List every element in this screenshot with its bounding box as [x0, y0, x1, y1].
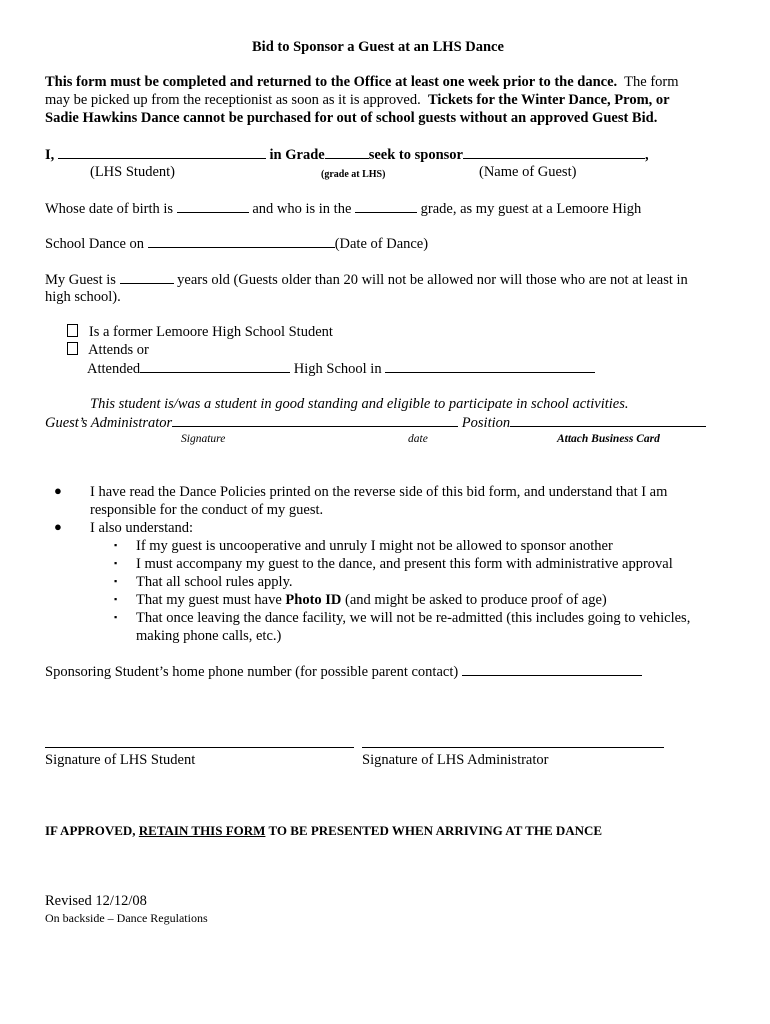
photo-id-emphasis: Photo ID	[285, 592, 342, 608]
guest-grade-field[interactable]	[355, 199, 417, 213]
grade-at-lhs-caption: (grade at LHS)	[321, 169, 386, 180]
date-of-dance-caption: (Date of Dance)	[334, 236, 429, 252]
attended-label: Attended	[87, 361, 141, 377]
approved-notice	[45, 822, 602, 840]
intro-bold-1: This form must be completed and returned to the Office at least one week prior to the dance.	[45, 74, 618, 90]
bullet-1-text-b: responsible for the conduct of my guest.	[90, 502, 324, 518]
school-dance-on-label: School Dance on	[45, 236, 145, 252]
attends-option	[67, 341, 149, 359]
high-school-in-label: High School in	[293, 361, 382, 377]
attach-business-card-caption: Attach Business Card	[557, 433, 660, 445]
sub-bullet-1-marker: ▪	[114, 540, 118, 550]
grade-guest-label: grade, as my guest at a Lemoore High	[420, 201, 642, 217]
phone-label: Sponsoring Student’s home phone number (for possible parent contact)	[45, 664, 459, 680]
administrator-signature-field[interactable]	[362, 747, 664, 748]
intro-line-1	[45, 73, 679, 91]
attends-label: Attends or	[88, 342, 149, 358]
intro-line-2	[45, 91, 670, 109]
sub-bullet-1-text: If my guest is uncooperative and unruly I might not be allowed to sponsor another	[136, 538, 613, 554]
sub-bullet-4-part-a: That my guest must have	[136, 592, 282, 608]
approved-notice-a: IF APPROVED,	[45, 823, 136, 838]
bullet-1-text-a: I have read the Dance Policies printed on the reverse side of this bid form, and understand that I am	[90, 484, 668, 500]
bullet-2-text: I also understand:	[90, 520, 194, 536]
guest-dob-field[interactable]	[177, 199, 249, 213]
attends-checkbox[interactable]	[67, 342, 78, 355]
student-signature-field[interactable]	[45, 747, 354, 748]
form-title: Bid to Sponsor a Guest at an LHS Dance	[252, 39, 504, 55]
guest-name-field[interactable]	[463, 145, 645, 159]
student-signature-label: Signature of LHS Student	[45, 752, 196, 768]
my-guest-is-label: My Guest is	[45, 272, 116, 288]
sub-bullet-2-text: I must accompany my guest to the dance, and present this form with administrative approval	[136, 556, 673, 572]
sub-bullet-3-text: That all school rules apply.	[136, 574, 293, 590]
guest-age-line	[45, 270, 688, 289]
lhs-student-caption: (LHS Student)	[90, 164, 175, 180]
sub-bullet-5-text-a: That once leaving the dance facility, we will not be re-admitted (this includes going to vehicles,	[136, 610, 691, 626]
attended-line	[87, 359, 595, 378]
name-of-guest-caption: (Name of Guest)	[479, 164, 577, 180]
age-rule-text-2: high school).	[45, 289, 121, 305]
sponsor-comma: ,	[644, 147, 649, 163]
sponsor-line	[45, 145, 649, 164]
in-the-label: and who is in the	[252, 201, 352, 217]
dob-label: Whose date of birth is	[45, 201, 174, 217]
signature-caption: Signature	[181, 433, 226, 445]
bullet-2-marker: ●	[54, 519, 62, 534]
guests-administrator-label: Guest’s Administrator	[45, 415, 173, 431]
in-grade-label: in Grade	[269, 147, 325, 163]
dob-line	[45, 199, 641, 218]
sub-bullet-5-marker: ▪	[114, 612, 118, 622]
seek-to-sponsor-label: seek to sponsor	[368, 147, 463, 163]
guest-age-field[interactable]	[120, 270, 174, 284]
intro-bold-2b: Sadie Hawkins Dance cannot be purchased for out of school guests without an approved Guest Bid.	[45, 110, 658, 126]
dance-date-field[interactable]	[148, 234, 335, 248]
dance-date-line	[45, 234, 428, 253]
sub-bullet-4-marker: ▪	[114, 594, 118, 604]
approved-notice-c: TO BE PRESENTED WHEN ARRIVING AT THE DANCE	[268, 823, 603, 838]
home-phone-field[interactable]	[462, 662, 642, 676]
sub-bullet-4-text	[136, 591, 607, 609]
school-location-field[interactable]	[385, 359, 595, 373]
intro-bold-2a: Tickets for the Winter Dance, Prom, or	[427, 92, 670, 108]
sponsor-i-label: I,	[45, 147, 55, 163]
age-rule-text: years old (Guests older than 20 will not be allowed nor will those who are not at least in	[177, 272, 688, 288]
revised-date: Revised 12/12/08	[45, 893, 147, 909]
intro-normal-1: The form	[624, 74, 679, 90]
attended-school-field[interactable]	[140, 359, 290, 373]
sub-bullet-4-part-c: (and might be asked to produce proof of age)	[345, 592, 607, 608]
position-label: Position	[461, 415, 511, 431]
lhs-student-name-field[interactable]	[58, 145, 266, 159]
sub-bullet-2-marker: ▪	[114, 558, 118, 568]
administrator-signature-label: Signature of LHS Administrator	[362, 752, 549, 768]
sub-bullet-5-text-b: making phone calls, etc.)	[136, 628, 282, 644]
intro-normal-2: may be picked up from the receptionist as soon as it is approved.	[45, 92, 421, 108]
admin-position-field[interactable]	[510, 413, 706, 427]
date-caption: date	[408, 433, 428, 445]
former-student-label: Is a former Lemoore High School Student	[88, 324, 333, 340]
former-student-checkbox[interactable]	[67, 324, 78, 337]
grade-field[interactable]	[325, 145, 369, 159]
admin-signature-field[interactable]	[172, 413, 458, 427]
phone-line	[45, 662, 642, 681]
good-standing-statement: This student is/was a student in good standing and eligible to participate in school activities.	[90, 396, 629, 412]
bullet-1-marker: ●	[54, 483, 62, 498]
backside-note: On backside – Dance Regulations	[45, 911, 208, 925]
retain-this-form: RETAIN THIS FORM	[138, 823, 266, 838]
former-student-option	[67, 323, 333, 341]
sub-bullet-3-marker: ▪	[114, 576, 118, 586]
